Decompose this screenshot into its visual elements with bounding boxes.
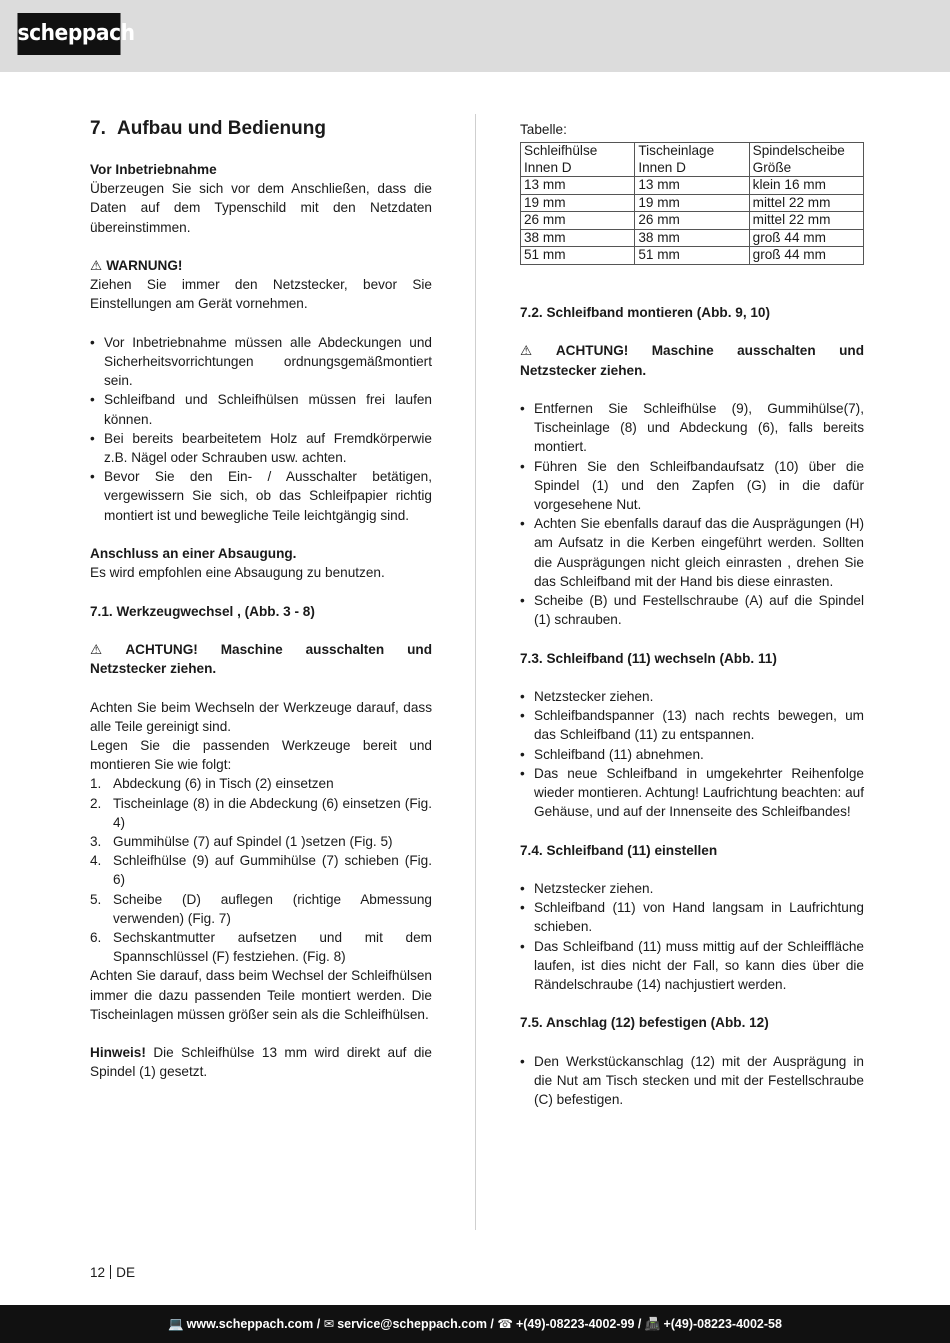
absaugung-heading: Anschluss an einer Absaugung.: [90, 546, 297, 562]
table-cell: 13 mm: [635, 177, 749, 195]
table-cell: 19 mm: [635, 194, 749, 212]
list-item: • Führen Sie den Schleifbandaufsatz (10) über die Spindel (1) und den Zapfen (G) in die dafür vorgesehene Nut.: [520, 457, 864, 515]
language-code: DE: [116, 1265, 136, 1280]
table-cell: mittel 22 mm: [749, 212, 863, 230]
table-cell: 51 mm: [521, 247, 635, 265]
table-cell: 51 mm: [635, 247, 749, 265]
list-item: 5. Scheibe (D) auflegen (richtige Abmessung verwenden) (Fig. 7): [90, 891, 432, 926]
caution-notice: [520, 341, 864, 379]
table-row: [521, 247, 864, 265]
list-item: • Schleifband (11) abnehmen.: [520, 745, 864, 764]
list-item: • Bei bereits bearbeitetem Holz auf Fremdkörperwie z.B. Nägel oder Schrauben usw. achten.: [90, 429, 432, 467]
table-header-cell: Schleifhülse Innen D: [521, 143, 635, 177]
section-7-5-heading: 7.5. Anschlag (12) befestigen (Abb. 12): [520, 1015, 769, 1031]
section-7-2-heading: 7.2. Schleifband montieren (Abb. 9, 10): [520, 305, 771, 321]
section-title: [90, 118, 432, 140]
table-row: [521, 229, 864, 247]
table-header-cell: Tischeinlage Innen D: [635, 143, 749, 177]
header-band: [0, 0, 950, 72]
vor-text: Überzeugen Sie sich vor dem Anschließen, dass die Daten auf dem Typenschild mit den Netzdaten übereinstimmen.: [90, 181, 432, 235]
vor-heading: Vor Inbetriebnahme: [90, 162, 217, 177]
table-header-cell: Spindelscheibe Größe: [749, 143, 863, 177]
table-cell: groß 44 mm: [749, 229, 863, 247]
warning-text: Ziehen Sie immer den Netzstecker, bevor Sie Einstellungen am Gerät vornehmen.: [90, 277, 432, 312]
computer-icon: 💻: [168, 1317, 184, 1331]
list-item: • Entfernen Sie Schleifhülse (9), Gummihülse(7), Tischeinlage (8) und Abdeckung (6), falls bereits montiert.: [520, 399, 864, 457]
assembly-steps: [90, 774, 432, 966]
list-item: • Bevor Sie den Ein- / Ausschalter betätigen, vergewissern Sie sich, ob das Schleifpapier richtig montiert ist und bewegliche Teile leichtgängig sind.: [90, 467, 432, 525]
warning-icon: ⚠: [520, 343, 552, 359]
column-divider: [475, 114, 476, 1230]
list-item: • Vor Inbetriebnahme müssen alle Abdeckungen und Sicherheitsvorrichtungen ordnungsgemäßmontiert sein.: [90, 333, 432, 391]
table-row: [521, 212, 864, 230]
right-column: [520, 118, 864, 1109]
section-7-1-heading: 7.1. Werkzeugwechsel , (Abb. 3 - 8): [90, 603, 315, 619]
table-row: [521, 194, 864, 212]
page-number: [90, 1265, 135, 1280]
warning-icon: ⚠: [90, 642, 122, 657]
list-item: • Schleifbandspanner (13) nach rechts bewegen, um das Schleifband (11) zu entspannen.: [520, 706, 864, 744]
section-7-3-heading: 7.3. Schleifband (11) wechseln (Abb. 11): [520, 650, 777, 666]
website-link[interactable]: www.scheppach.com: [186, 1317, 314, 1331]
table-cell: 13 mm: [521, 177, 635, 195]
section-7-3-list: [520, 687, 864, 821]
mail-icon: ✉: [323, 1317, 335, 1331]
hinweis-text: Die Schleifhülse 13 mm wird direkt auf die Spindel (1) gesetzt.: [90, 1045, 432, 1080]
hinweis-label: Hinweis!: [90, 1045, 146, 1061]
section-title-text: Aufbau und Bedienung: [117, 118, 326, 139]
section-7-5-list: [520, 1052, 864, 1110]
table-row: [521, 177, 864, 195]
list-item: • Schleifband und Schleifhülsen müssen frei laufen können.: [90, 390, 432, 428]
spec-table: [520, 142, 864, 265]
list-item: • Schleifband (11) von Hand langsam in Laufrichtung schieben.: [520, 898, 864, 936]
section-7-4-list: [520, 879, 864, 994]
table-cell: 38 mm: [521, 229, 635, 247]
fax-icon: 📠: [644, 1317, 661, 1331]
list-item: • Netzstecker ziehen.: [520, 687, 864, 706]
list-item: • Das neue Schleifband in umgekehrter Reihenfolge wieder montieren. Achtung! Laufrichtung beachten: auf Gehäuse, und auf der Innenseite des Schleifbandes!: [520, 764, 864, 822]
caution-notice: [90, 640, 432, 678]
brand-logo: scheppach: [17, 13, 120, 55]
list-item: • Das Schleifband (11) muss mittig auf der Schleiffläche laufen, ist dies nicht der Fall, so kann dies über die Rändelschraube (14) nachjustiert werden.: [520, 937, 864, 995]
phone-number: +(49)-08223-4002-99: [515, 1317, 635, 1331]
absaugung-text: Es wird empfohlen eine Absaugung zu benutzen.: [90, 565, 385, 581]
paragraph: Achten Sie darauf, dass beim Wechsel der Schleifhülsen immer die dazu passenden Teile montiert werden. Die Tischeinlagen müssen größer sein als die Schleifhülsen.: [90, 968, 432, 1022]
table-cell: 38 mm: [635, 229, 749, 247]
section-7-4-heading: 7.4. Schleifband (11) einstellen: [520, 842, 718, 858]
table-cell: 26 mm: [521, 212, 635, 230]
list-item: 2. Tischeinlage (8) in die Abdeckung (6) einsetzen (Fig. 4): [90, 795, 432, 830]
table-cell: groß 44 mm: [749, 247, 863, 265]
table-cell: 26 mm: [635, 212, 749, 230]
list-item: • Achten Sie ebenfalls darauf das die Ausprägungen (H) am Aufsatz in die Kerben eingeführt werden. Sollten die Ausprägungen nicht gleich einrasten , drehen Sie das Schleifband mit der Hand bis diese einrasten.: [520, 514, 864, 591]
caution-text: ACHTUNG! Maschine ausschalten und Netzstecker ziehen.: [520, 343, 864, 378]
table-cell: 19 mm: [521, 194, 635, 212]
paragraph: Achten Sie beim Wechseln der Werkzeuge darauf, dass alle Teile gereinigt sind.: [90, 699, 432, 734]
phone-icon: ☎: [497, 1317, 513, 1331]
paragraph: Legen Sie die passenden Werkzeuge bereit und montieren Sie wie folgt:: [90, 738, 432, 773]
fax-number: +(49)-08223-4002-58: [663, 1317, 782, 1331]
list-item: • Scheibe (B) und Festellschraube (A) auf die Spindel (1) schrauben.: [520, 591, 864, 629]
table-cell: klein 16 mm: [749, 177, 863, 195]
hinweis-note: [90, 1043, 432, 1081]
section-7-2-list: [520, 399, 864, 629]
page-number-value: 12: [90, 1265, 106, 1280]
section-number: 7.: [90, 118, 106, 139]
warning-heading: [90, 256, 432, 275]
table-caption: Tabelle:: [520, 122, 567, 137]
email-link[interactable]: service@scheppach.com: [337, 1317, 487, 1331]
list-item: 6. Sechskantmutter aufsetzen und mit dem Spannschlüssel (F) festziehen. (Fig. 8): [90, 930, 432, 965]
list-item: • Netzstecker ziehen.: [520, 879, 864, 898]
list-item: 3. Gummihülse (7) auf Spindel (1 )setzen (Fig. 5): [90, 834, 393, 850]
warning-label: WARNUNG!: [106, 258, 183, 273]
list-item: 4. Schleifhülse (9) auf Gummihülse (7) schieben (Fig. 6): [90, 853, 432, 888]
preparation-list: [90, 333, 432, 525]
warning-icon: ⚠: [90, 258, 103, 273]
table-header-row: [521, 143, 864, 177]
left-column: [90, 118, 432, 1082]
list-item: • Den Werkstückanschlag (12) mit der Ausprägung in die Nut am Tisch stecken und mit der Festellschraube (C) befestigen.: [520, 1052, 864, 1110]
list-item: 1. Abdeckung (6) in Tisch (2) einsetzen: [90, 776, 334, 792]
footer-band: 💻 www.scheppach.com / ✉ service@scheppach.com / ☎ +(49)-08223-4002-99 / 📠 +(49)-08223-4002-58: [0, 1305, 950, 1343]
table-cell: mittel 22 mm: [749, 194, 863, 212]
caution-text: ACHTUNG! Maschine ausschalten und Netzstecker ziehen.: [90, 642, 432, 677]
